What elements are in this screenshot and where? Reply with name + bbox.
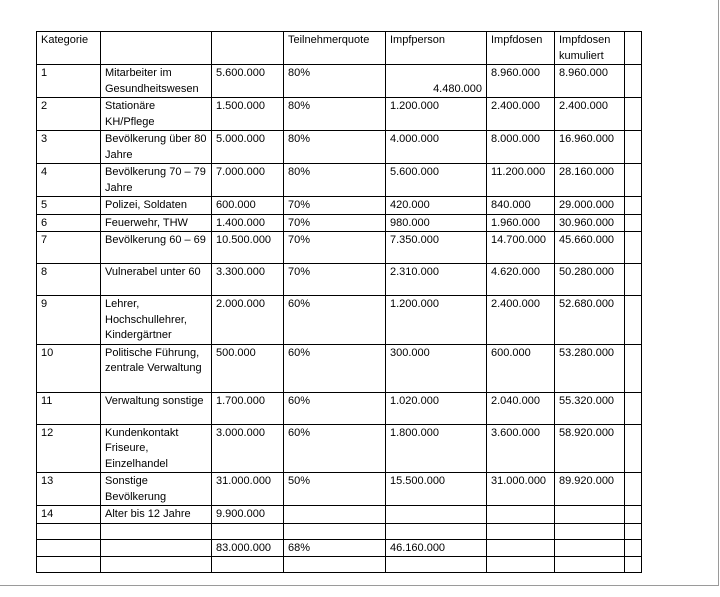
impfdosen-cell: 3.600.000 — [487, 424, 555, 473]
label-cell: Bevölkerung 60 – 69 — [101, 232, 212, 264]
header-cell: Impfperson — [386, 32, 487, 65]
kategorie-cell: 4 — [37, 164, 101, 197]
kategorie-cell — [37, 523, 101, 539]
table-row — [37, 344, 642, 392]
vaccination-table — [36, 31, 642, 573]
kategorie-cell — [37, 539, 101, 557]
header-cell: Teilnehmerquote — [284, 32, 386, 65]
kategorie-cell: 8 — [37, 264, 101, 296]
kumuliert-cell: 28.160.000 — [555, 164, 625, 197]
spare-cell — [625, 392, 642, 424]
quote-cell — [284, 523, 386, 539]
impfdosen-cell: 31.000.000 — [487, 473, 555, 506]
spare-cell — [625, 164, 642, 197]
table-row — [37, 65, 642, 98]
kategorie-cell — [37, 557, 101, 573]
label-cell: Politische Führung, zentrale Verwaltung — [101, 344, 212, 392]
table-row — [37, 214, 642, 232]
kumuliert-cell: 16.960.000 — [555, 131, 625, 164]
header-cell — [212, 32, 284, 65]
impfperson-cell: 980.000 — [386, 214, 487, 232]
spare-cell — [625, 344, 642, 392]
kumuliert-cell — [555, 557, 625, 573]
kumuliert-cell: 55.320.000 — [555, 392, 625, 424]
kategorie-cell: 7 — [37, 232, 101, 264]
kategorie-cell: 6 — [37, 214, 101, 232]
impfdosen-cell — [487, 523, 555, 539]
quote-cell: 60% — [284, 392, 386, 424]
quote-cell: 70% — [284, 197, 386, 215]
table-row — [37, 523, 642, 539]
impfdosen-cell — [487, 539, 555, 557]
header-cell — [625, 32, 642, 65]
impfperson-cell: 1.020.000 — [386, 392, 487, 424]
count-cell: 1.500.000 — [212, 98, 284, 131]
quote-cell — [284, 557, 386, 573]
table-row — [37, 131, 642, 164]
kumuliert-cell: 58.920.000 — [555, 424, 625, 473]
kategorie-cell: 3 — [37, 131, 101, 164]
impfperson-cell: 2.310.000 — [386, 264, 487, 296]
quote-cell: 80% — [284, 164, 386, 197]
kumuliert-cell: 29.000.000 — [555, 197, 625, 215]
impfperson-cell: 15.500.000 — [386, 473, 487, 506]
quote-cell: 60% — [284, 296, 386, 345]
table-header-row — [37, 32, 642, 65]
impfdosen-cell — [487, 506, 555, 524]
label-cell: Bevölkerung über 80 Jahre — [101, 131, 212, 164]
label-cell: Mitarbeiter im Gesundheitswesen — [101, 65, 212, 98]
table-row — [37, 539, 642, 557]
kumuliert-cell — [555, 523, 625, 539]
quote-cell: 60% — [284, 424, 386, 473]
impfdosen-cell: 4.620.000 — [487, 264, 555, 296]
spare-cell — [625, 424, 642, 473]
count-cell: 1.400.000 — [212, 214, 284, 232]
table-row — [37, 98, 642, 131]
count-cell: 500.000 — [212, 344, 284, 392]
spare-cell — [625, 197, 642, 215]
count-cell — [212, 557, 284, 573]
kategorie-cell: 2 — [37, 98, 101, 131]
label-cell: Sonstige Bevölkerung — [101, 473, 212, 506]
spare-cell — [625, 523, 642, 539]
spare-cell — [625, 557, 642, 573]
impfperson-cell: 1.200.000 — [386, 98, 487, 131]
table-row — [37, 197, 642, 215]
count-cell: 3.300.000 — [212, 264, 284, 296]
impfdosen-cell — [487, 557, 555, 573]
label-cell: Polizei, Soldaten — [101, 197, 212, 215]
kategorie-cell: 1 — [37, 65, 101, 98]
impfdosen-cell: 600.000 — [487, 344, 555, 392]
table-row — [37, 557, 642, 573]
kategorie-cell: 11 — [37, 392, 101, 424]
header-cell: Kategorie — [37, 32, 101, 65]
quote-cell — [284, 506, 386, 524]
impfperson-cell: 300.000 — [386, 344, 487, 392]
kategorie-cell: 12 — [37, 424, 101, 473]
impfdosen-cell: 14.700.000 — [487, 232, 555, 264]
quote-cell: 68% — [284, 539, 386, 557]
count-cell: 10.500.000 — [212, 232, 284, 264]
impfdosen-cell: 8.000.000 — [487, 131, 555, 164]
label-cell: Alter bis 12 Jahre — [101, 506, 212, 524]
quote-cell: 50% — [284, 473, 386, 506]
kategorie-cell: 13 — [37, 473, 101, 506]
count-cell: 7.000.000 — [212, 164, 284, 197]
spare-cell — [625, 473, 642, 506]
label-cell: Feuerwehr, THW — [101, 214, 212, 232]
spare-cell — [625, 65, 642, 98]
label-cell: Lehrer, Hochschullehrer, Kindergärtner — [101, 296, 212, 345]
count-cell: 1.700.000 — [212, 392, 284, 424]
kategorie-cell: 9 — [37, 296, 101, 345]
quote-cell: 80% — [284, 65, 386, 98]
count-cell: 5.600.000 — [212, 65, 284, 98]
impfdosen-cell: 2.040.000 — [487, 392, 555, 424]
label-cell: Bevölkerung 70 – 79 Jahre — [101, 164, 212, 197]
kumuliert-cell: 89.920.000 — [555, 473, 625, 506]
kumuliert-cell: 8.960.000 — [555, 65, 625, 98]
table-row — [37, 424, 642, 473]
impfperson-cell: 7.350.000 — [386, 232, 487, 264]
impfperson-cell — [386, 506, 487, 524]
impfperson-cell: 4.480.000 — [386, 65, 487, 98]
impfperson-cell — [386, 557, 487, 573]
impfperson-cell: 4.000.000 — [386, 131, 487, 164]
kumuliert-cell: 2.400.000 — [555, 98, 625, 131]
impfdosen-cell: 11.200.000 — [487, 164, 555, 197]
impfdosen-cell: 2.400.000 — [487, 296, 555, 345]
table-row — [37, 264, 642, 296]
kumuliert-cell: 50.280.000 — [555, 264, 625, 296]
table-row — [37, 473, 642, 506]
label-cell — [101, 539, 212, 557]
spare-cell — [625, 539, 642, 557]
kumuliert-cell: 52.680.000 — [555, 296, 625, 345]
spare-cell — [625, 214, 642, 232]
kumuliert-cell: 30.960.000 — [555, 214, 625, 232]
spare-cell — [625, 232, 642, 264]
label-cell — [101, 523, 212, 539]
table-row — [37, 164, 642, 197]
quote-cell: 80% — [284, 98, 386, 131]
impfperson-cell — [386, 523, 487, 539]
label-cell — [101, 557, 212, 573]
table-row — [37, 232, 642, 264]
kategorie-cell: 14 — [37, 506, 101, 524]
header-cell: Impfdosen kumuliert — [555, 32, 625, 65]
label-cell: Verwaltung sonstige — [101, 392, 212, 424]
impfperson-cell: 1.800.000 — [386, 424, 487, 473]
kumuliert-cell: 53.280.000 — [555, 344, 625, 392]
spare-cell — [625, 296, 642, 345]
kategorie-cell: 10 — [37, 344, 101, 392]
count-cell — [212, 523, 284, 539]
quote-cell: 60% — [284, 344, 386, 392]
kategorie-cell: 5 — [37, 197, 101, 215]
count-cell: 3.000.000 — [212, 424, 284, 473]
impfdosen-cell: 1.960.000 — [487, 214, 555, 232]
spare-cell — [625, 131, 642, 164]
impfperson-cell: 46.160.000 — [386, 539, 487, 557]
impfdosen-cell: 2.400.000 — [487, 98, 555, 131]
impfdosen-cell: 8.960.000 — [487, 65, 555, 98]
count-cell: 2.000.000 — [212, 296, 284, 345]
count-cell: 5.000.000 — [212, 131, 284, 164]
kumuliert-cell — [555, 539, 625, 557]
quote-cell: 70% — [284, 264, 386, 296]
quote-cell: 70% — [284, 232, 386, 264]
header-cell: Impfdosen — [487, 32, 555, 65]
count-cell: 600.000 — [212, 197, 284, 215]
impfperson-cell: 420.000 — [386, 197, 487, 215]
impfdosen-cell: 840.000 — [487, 197, 555, 215]
label-cell: Stationäre KH/Pflege — [101, 98, 212, 131]
spare-cell — [625, 506, 642, 524]
kumuliert-cell: 45.660.000 — [555, 232, 625, 264]
impfperson-cell: 5.600.000 — [386, 164, 487, 197]
spare-cell — [625, 264, 642, 296]
count-cell: 31.000.000 — [212, 473, 284, 506]
table-row — [37, 506, 642, 524]
table-row — [37, 296, 642, 345]
impfperson-cell: 1.200.000 — [386, 296, 487, 345]
header-cell — [101, 32, 212, 65]
quote-cell: 70% — [284, 214, 386, 232]
label-cell: Kundenkontakt Friseure, Einzelhandel — [101, 424, 212, 473]
kumuliert-cell — [555, 506, 625, 524]
spare-cell — [625, 98, 642, 131]
count-cell: 83.000.000 — [212, 539, 284, 557]
label-cell: Vulnerabel unter 60 — [101, 264, 212, 296]
quote-cell: 80% — [284, 131, 386, 164]
count-cell: 9.900.000 — [212, 506, 284, 524]
table-row — [37, 392, 642, 424]
